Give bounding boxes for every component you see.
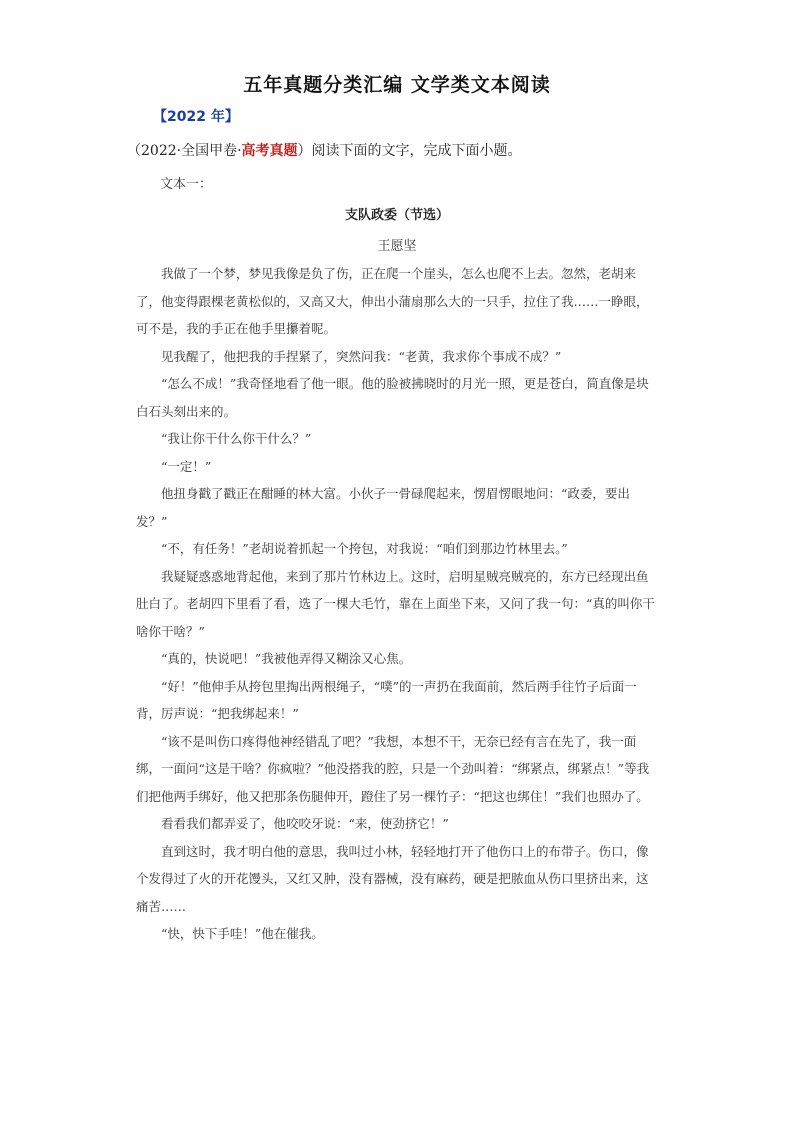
paragraph: 他扭身戳了戳正在酣睡的林大富。小伙子一骨碌爬起来，愣眉愣眼地问：“政委，要出发？” bbox=[136, 486, 630, 529]
paragraph: “不，有任务！”老胡说着抓起一个挎包，对我说：“咱们到那边竹林里去。” bbox=[161, 541, 568, 556]
question-source bbox=[127, 140, 522, 160]
source-highlight: 高考真题 bbox=[241, 143, 298, 159]
page-title: 五年真题分类汇编 文学类文本阅读 bbox=[243, 74, 551, 96]
paragraph: “真的，快说吧！”我被他弄得又糊涂又心焦。 bbox=[161, 651, 412, 666]
passage-body bbox=[136, 260, 656, 948]
paragraph: 我做了一个梦，梦见我像是负了伤，正在爬一个崖头，怎么也爬不上去。忽然，老胡来了，他变得跟棵老黄松似的，又高又大，伸出小蒲扇那么大的一只手，拉住了我……一睁眼，可不是，我的手正在他手里攥着呢。 bbox=[136, 266, 649, 336]
year-tag: 【2022 年】 bbox=[153, 109, 239, 125]
paragraph: 直到这时，我才明白他的意思，我叫过小林，轻轻地打开了他伤口上的布带子。伤口，像个发得过了火的开花馒头，又红又肿，没有器械，没有麻药，硬是把脓血从伤口里挤出来，这痛苦…… bbox=[136, 843, 649, 914]
text-label: 文本一： bbox=[160, 177, 213, 192]
source-prefix: （2022·全国甲卷· bbox=[127, 143, 242, 159]
paragraph: 我疑疑惑惑地背起他，来到了那片竹林边上。这时，启明星贼亮贼亮的，东方已经现出鱼肚白了。老胡四下里看了看，选了一棵大毛竹，靠在上面坐下来，又问了我一句：“真的叫你干啥你干啥？” bbox=[136, 568, 655, 639]
paragraph: “好！”他伸手从挎包里掏出两根绳子，“噗”的一声扔在我面前，然后两手往竹子后面一背，厉声说：“把我绑起来！” bbox=[136, 678, 637, 721]
passage-title: 支队政委（节选） bbox=[344, 208, 449, 223]
paragraph: “该不是叫伤口疼得他神经错乱了吧？”我想，本想不干，无奈已经有言在先了，我一面绑，一面问“这是干啥？你疯啦？”他没搭我的腔，只是一个劲叫着：“绑紧点，绑紧点！”等我们把他两手绑好，他又把那条伤腿伸开，蹬住了另一棵竹子：“把这也绑住！”我们也照办了。 bbox=[136, 733, 650, 804]
source-suffix: ）阅读下面的文字，完成下面小题。 bbox=[297, 143, 522, 159]
paragraph: “一定！” bbox=[161, 458, 212, 474]
paragraph: 看看我们都弄妥了，他咬咬牙说：“来，使劲挤它！” bbox=[161, 816, 449, 831]
paragraph: “快，快下手哇！”他在催我。 bbox=[161, 926, 324, 941]
paragraph: “我让你干什么你干什么？” bbox=[161, 431, 312, 446]
paragraph: “怎么不成！”我奇怪地看了他一眼。他的脸被拂晓时的月光一照，更是苍白，简直像是块白石头刻出来的。 bbox=[136, 376, 649, 419]
passage-author: 王愿坚 bbox=[377, 239, 417, 254]
paragraph: 见我醒了，他把我的手捏紧了，突然问我：“老黄，我求你个事成不成？” bbox=[161, 348, 562, 364]
